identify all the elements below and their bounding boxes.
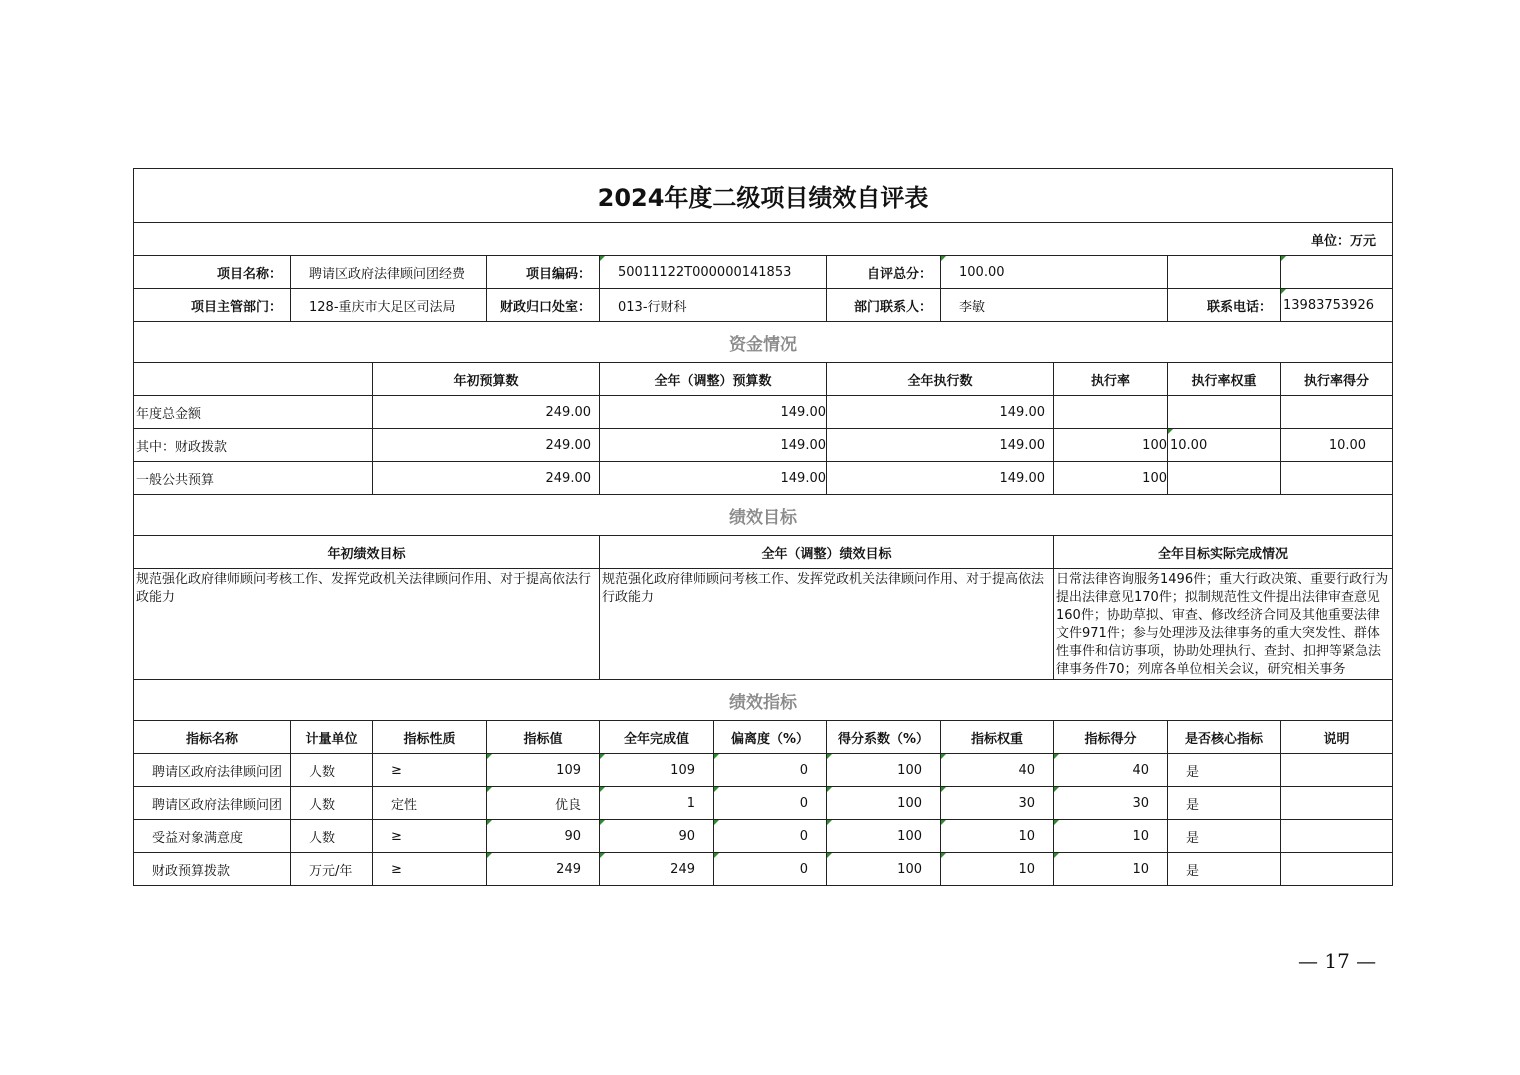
- ind-target: 249: [487, 853, 600, 886]
- ind-dev: 0: [714, 754, 827, 787]
- funds-row-rate: 100: [1054, 429, 1168, 462]
- phone-label: 联系电话：: [1168, 289, 1281, 322]
- table-title: 2024年度二级项目绩效自评表: [134, 169, 1393, 223]
- ind-coef: 100: [827, 754, 941, 787]
- info-row-2: [134, 289, 1393, 322]
- ind-unit: 人数: [291, 787, 373, 820]
- unit-label: 单位：万元: [134, 223, 1393, 256]
- ind-header-weight: 指标权重: [941, 721, 1054, 754]
- contact-label: 部门联系人：: [827, 289, 941, 322]
- indicators-section-title: 绩效指标: [134, 680, 1393, 721]
- goals-header-initial: 年初绩效目标: [134, 536, 600, 569]
- ind-weight: 10: [941, 820, 1054, 853]
- funds-row-adjusted: 149.00: [600, 396, 827, 429]
- ind-header-target: 指标值: [487, 721, 600, 754]
- ind-weight: 30: [941, 787, 1054, 820]
- ind-header-nature: 指标性质: [373, 721, 487, 754]
- ind-unit: 人数: [291, 820, 373, 853]
- ind-note: [1281, 787, 1393, 820]
- ind-score: 30: [1054, 787, 1168, 820]
- finance-label: 财政归口处室：: [487, 289, 600, 322]
- ind-header-score: 指标得分: [1054, 721, 1168, 754]
- funds-row-rate: 100: [1054, 462, 1168, 495]
- ind-core: 是: [1168, 754, 1281, 787]
- ind-score: 10: [1054, 820, 1168, 853]
- funds-row-executed: 149.00: [827, 429, 1054, 462]
- ind-header-coef: 得分系数（%）: [827, 721, 941, 754]
- ind-name: 受益对象满意度: [134, 820, 291, 853]
- project-name-value: 聘请区政府法律顾问团经费: [291, 256, 487, 289]
- ind-dev: 0: [714, 853, 827, 886]
- ind-header-done: 全年完成值: [600, 721, 714, 754]
- evaluation-table: [133, 168, 1393, 886]
- contact-value: 李敏: [941, 289, 1168, 322]
- ind-target: 90: [487, 820, 600, 853]
- funds-row-weight: [1168, 462, 1281, 495]
- finance-value: 013-行财科: [600, 289, 827, 322]
- ind-header-core: 是否核心指标: [1168, 721, 1281, 754]
- ind-weight: 10: [941, 853, 1054, 886]
- page-number: — 17 —: [1298, 949, 1377, 973]
- funds-row-rate: [1054, 396, 1168, 429]
- project-name-label: 项目名称：: [134, 256, 291, 289]
- goals-content-row: [134, 569, 1393, 680]
- ind-nature: 定性: [373, 787, 487, 820]
- funds-row-initial: 249.00: [373, 396, 600, 429]
- funds-header-weight: 执行率权重: [1168, 363, 1281, 396]
- funds-row-initial: 249.00: [373, 429, 600, 462]
- self-evaluation-sheet: [133, 168, 1392, 886]
- dept-label: 项目主管部门：: [134, 289, 291, 322]
- table-row: [134, 787, 1393, 820]
- ind-coef: 100: [827, 820, 941, 853]
- funds-row-initial: 249.00: [373, 462, 600, 495]
- table-row: [134, 396, 1393, 429]
- ind-unit: 人数: [291, 754, 373, 787]
- ind-name: 聘请区政府法律顾问团: [134, 754, 291, 787]
- ind-note: [1281, 853, 1393, 886]
- funds-row-weight: 10.00: [1168, 429, 1281, 462]
- funds-header-score: 执行率得分: [1281, 363, 1393, 396]
- ind-core: 是: [1168, 853, 1281, 886]
- project-code-value: 50011122T000000141853: [600, 256, 827, 289]
- goals-initial-text: 规范强化政府律师顾问考核工作、发挥党政机关法律顾问作用、对于提高依法行政能力: [134, 569, 600, 680]
- ind-nature: ≥: [373, 820, 487, 853]
- funds-row-adjusted: 149.00: [600, 429, 827, 462]
- goals-header-adjusted: 全年（调整）绩效目标: [600, 536, 1054, 569]
- funds-row-score: [1281, 462, 1393, 495]
- ind-core: 是: [1168, 787, 1281, 820]
- ind-note: [1281, 754, 1393, 787]
- goals-section-title: 绩效目标: [134, 495, 1393, 536]
- ind-name: 聘请区政府法律顾问团: [134, 787, 291, 820]
- table-row: [134, 853, 1393, 886]
- ind-header-unit: 计量单位: [291, 721, 373, 754]
- goals-adjusted-text: 规范强化政府律师顾问考核工作、发挥党政机关法律顾问作用、对于提高依法行政能力: [600, 569, 1054, 680]
- ind-weight: 40: [941, 754, 1054, 787]
- funds-row-adjusted: 149.00: [600, 462, 827, 495]
- table-row: [134, 462, 1393, 495]
- score-label: 自评总分：: [827, 256, 941, 289]
- ind-done: 90: [600, 820, 714, 853]
- ind-done: 1: [600, 787, 714, 820]
- funds-header-rate: 执行率: [1054, 363, 1168, 396]
- goals-actual-text: 日常法律咨询服务1496件；重大行政决策、重要行政行为提出法律意见170件；拟制规范性文件提出法律审查意见160件；协助草拟、审查、修改经济合同及其他重要法律文件971件；参与处理涉及法律事务的重大突发性、群体性事件和信访事项，协助处理执行、查封、扣押等紧急法律事务件70；列席各单位相关会议，研究相关事务: [1054, 569, 1393, 680]
- ind-header-dev: 偏离度（%）: [714, 721, 827, 754]
- goals-header-row: [134, 536, 1393, 569]
- ind-header-note: 说明: [1281, 721, 1393, 754]
- ind-target: 109: [487, 754, 600, 787]
- ind-dev: 0: [714, 787, 827, 820]
- ind-nature: ≥: [373, 853, 487, 886]
- project-code-label: 项目编码：: [487, 256, 600, 289]
- score-value: 100.00: [941, 256, 1168, 289]
- funds-section-title: 资金情况: [134, 322, 1393, 363]
- ind-unit: 万元/年: [291, 853, 373, 886]
- ind-core: 是: [1168, 820, 1281, 853]
- goals-header-actual: 全年目标实际完成情况: [1054, 536, 1393, 569]
- ind-name: 财政预算拨款: [134, 853, 291, 886]
- indicators-header-row: [134, 721, 1393, 754]
- funds-row-weight: [1168, 396, 1281, 429]
- ind-nature: ≥: [373, 754, 487, 787]
- dept-value: 128-重庆市大足区司法局: [291, 289, 487, 322]
- ind-done: 109: [600, 754, 714, 787]
- funds-row-name: 其中：财政拨款: [134, 429, 373, 462]
- table-row: [134, 429, 1393, 462]
- funds-row-score: [1281, 396, 1393, 429]
- ind-target: 优良: [487, 787, 600, 820]
- funds-header-row: [134, 363, 1393, 396]
- ind-header-name: 指标名称: [134, 721, 291, 754]
- funds-row-executed: 149.00: [827, 396, 1054, 429]
- funds-row-name: 一般公共预算: [134, 462, 373, 495]
- table-row: [134, 820, 1393, 853]
- phone-value: 13983753926: [1281, 289, 1393, 322]
- ind-note: [1281, 820, 1393, 853]
- empty-cell: [134, 363, 373, 396]
- funds-header-adjusted: 全年（调整）预算数: [600, 363, 827, 396]
- ind-score: 10: [1054, 853, 1168, 886]
- ind-done: 249: [600, 853, 714, 886]
- funds-row-score: 10.00: [1281, 429, 1393, 462]
- empty-cell: [1281, 256, 1393, 289]
- table-row: [134, 754, 1393, 787]
- funds-row-executed: 149.00: [827, 462, 1054, 495]
- ind-score: 40: [1054, 754, 1168, 787]
- funds-header-initial: 年初预算数: [373, 363, 600, 396]
- funds-header-executed: 全年执行数: [827, 363, 1054, 396]
- ind-coef: 100: [827, 787, 941, 820]
- empty-cell: [1168, 256, 1281, 289]
- info-row-1: [134, 256, 1393, 289]
- ind-dev: 0: [714, 820, 827, 853]
- ind-coef: 100: [827, 853, 941, 886]
- funds-row-name: 年度总金额: [134, 396, 373, 429]
